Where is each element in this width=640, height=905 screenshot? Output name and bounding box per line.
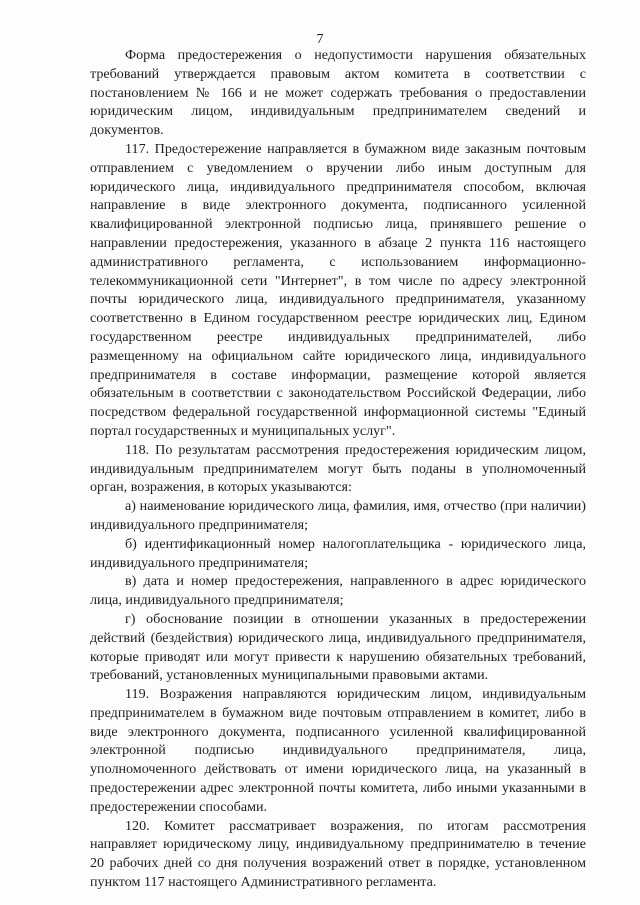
paragraph-120: 120. Комитет рассматривает возражения, по итогам рассмотрения направляет юридическому лицу, индивидуальному предпринимателю в течение 20 рабочих дней со дня получения возражений ответ в порядке, установленном пунктом 117 настоящего Административного регламента. xyxy=(90,817,586,891)
paragraph-117: 117. Предостережение направляется в бумажном виде заказным почтовым отправлением с уведомлением о вручении либо иным доступным для юридического лица, индивидуального предпринимателя способом, включая направление в виде электронного документа, подписанного усиленной квалифицированной электронной подписью лица, принявшего решение о направлении предостережения, указанного в абзаце 2 пункта 116 настоящего административного регламента, с использованием информационно-телекоммуникационной сети "Интернет", в том числе по адресу электронной почты юридического лица, индивидуального предпринимателя, указанному соответственно в Едином государственном реестре юридических лиц, Едином государственном реестре индивидуальных предпринимателей, либо размещенному на официальном сайте юридического лица, индивидуального предпринимателя в составе информации, размещение которой является обязательным в соответствии с законодательством Российской Федерации, либо посредством федеральной государственной информационной системы "Единый портал государственных и муниципальных услуг". xyxy=(90,140,586,439)
paragraph-119: 119. Возражения направляются юридическим лицом, индивидуальным предпринимателем в бумажном виде почтовым отправлением в комитет, либо в виде электронного документа, подписанного усиленной квалифицированной электронной подписью индивидуального предпринимателя, лица, уполномоченного действовать от имени юридического лица, на указанный в предостережении адрес электронной почты комитета, либо иными указанными в предостережении способами. xyxy=(90,686,586,815)
paragraph-warning-form: Форма предостережения о недопустимости нарушения обязательных требований утверждается правовым актом комитета в соответствии с постановлением № 166 и не может содержать требования о предоставлении юридическим лицом, индивидуальным предпринимателем сведений и документов. xyxy=(90,47,586,139)
document-body xyxy=(90,46,586,892)
list-item-g: г) обоснование позиции в отношении указанных в предостережении действий (бездействия) юридического лица, индивидуального предпринимателя, которые приводят или могут привести к нарушению обязательных требований, требований, установленных муниципальными правовыми актами. xyxy=(90,610,586,684)
page-number: 7 xyxy=(316,32,324,47)
list-item-b: б) идентификационный номер налогоплательщика - юридического лица, индивидуального предпринимателя; xyxy=(90,535,586,571)
list-item-v: в) дата и номер предостережения, направленного в адрес юридического лица, индивидуального предпринимателя; xyxy=(90,573,586,609)
paragraph-118: 118. По результатам рассмотрения предостережения юридическим лицом, индивидуальным предпринимателем могут быть поданы в уполномоченный орган, возражения, в которых указываются: xyxy=(90,441,586,496)
list-item-a: а) наименование юридического лица, фамилия, имя, отчество (при наличии) индивидуального предпринимателя; xyxy=(90,498,586,533)
